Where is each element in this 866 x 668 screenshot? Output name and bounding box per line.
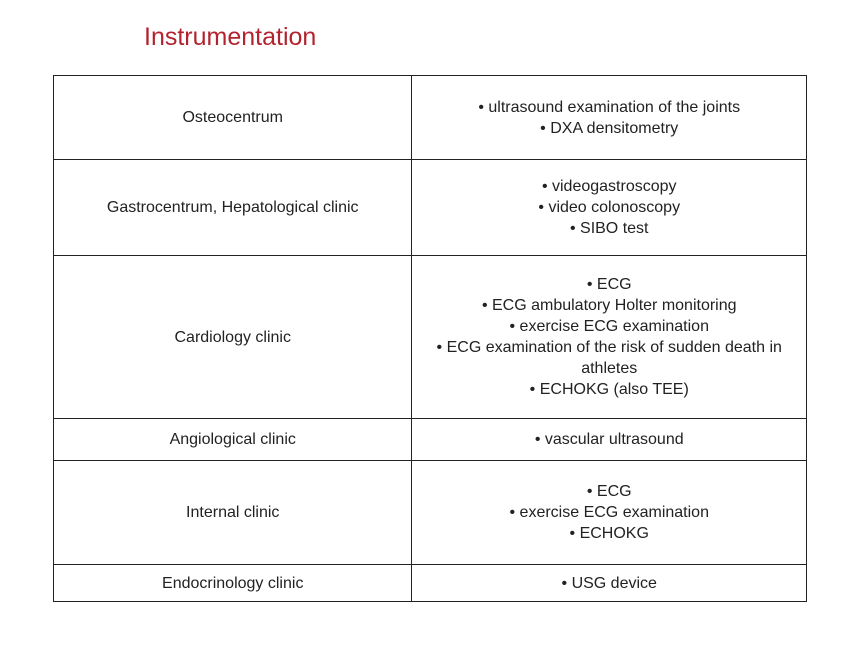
- table-row: [54, 419, 807, 461]
- clinic-name-cell: Cardiology clinic: [54, 256, 412, 419]
- equipment-item: • vascular ultrasound: [534, 431, 684, 448]
- equipment-item: • video colonoscopy: [538, 199, 681, 216]
- clinic-name-cell: Angiological clinic: [54, 419, 412, 461]
- equipment-cell: [412, 76, 807, 160]
- table-row: [54, 160, 807, 256]
- equipment-item: • SIBO test: [569, 220, 649, 237]
- equipment-item: • videogastroscopy: [541, 178, 677, 195]
- equipment-cell: [412, 160, 807, 256]
- clinic-name-cell: Endocrinology clinic: [54, 565, 412, 602]
- equipment-item: • ECG ambulatory Holter monitoring: [481, 297, 737, 314]
- equipment-cell: [412, 256, 807, 419]
- equipment-item: • ECG: [586, 483, 632, 500]
- equipment-cell: [412, 461, 807, 565]
- table-row: [54, 256, 807, 419]
- equipment-item: • ECG: [586, 276, 632, 293]
- equipment-item: • ultrasound examination of the joints: [478, 98, 741, 116]
- equipment-item: • ECG examination of the risk of sudden death in athletes: [436, 339, 782, 377]
- equipment-item: • exercise ECG examination: [509, 504, 709, 521]
- equipment-item: • USG device: [561, 574, 657, 592]
- equipment-item: • exercise ECG examination: [509, 318, 709, 335]
- instrumentation-table: [53, 75, 807, 602]
- equipment-item: • ECHOKG (also TEE): [529, 381, 689, 398]
- clinic-name-cell: Gastrocentrum, Hepatological clinic: [54, 160, 412, 256]
- equipment-item: • ECHOKG: [569, 525, 649, 542]
- equipment-cell: [412, 565, 807, 602]
- table-row: [54, 76, 807, 160]
- equipment-item: • DXA densitometry: [540, 119, 679, 137]
- table-row: [54, 565, 807, 602]
- equipment-cell: [412, 419, 807, 461]
- page-title: Instrumentation: [144, 23, 317, 51]
- clinic-name-cell: Osteocentrum: [54, 76, 412, 160]
- clinic-name-cell: Internal clinic: [54, 461, 412, 565]
- table-row: [54, 461, 807, 565]
